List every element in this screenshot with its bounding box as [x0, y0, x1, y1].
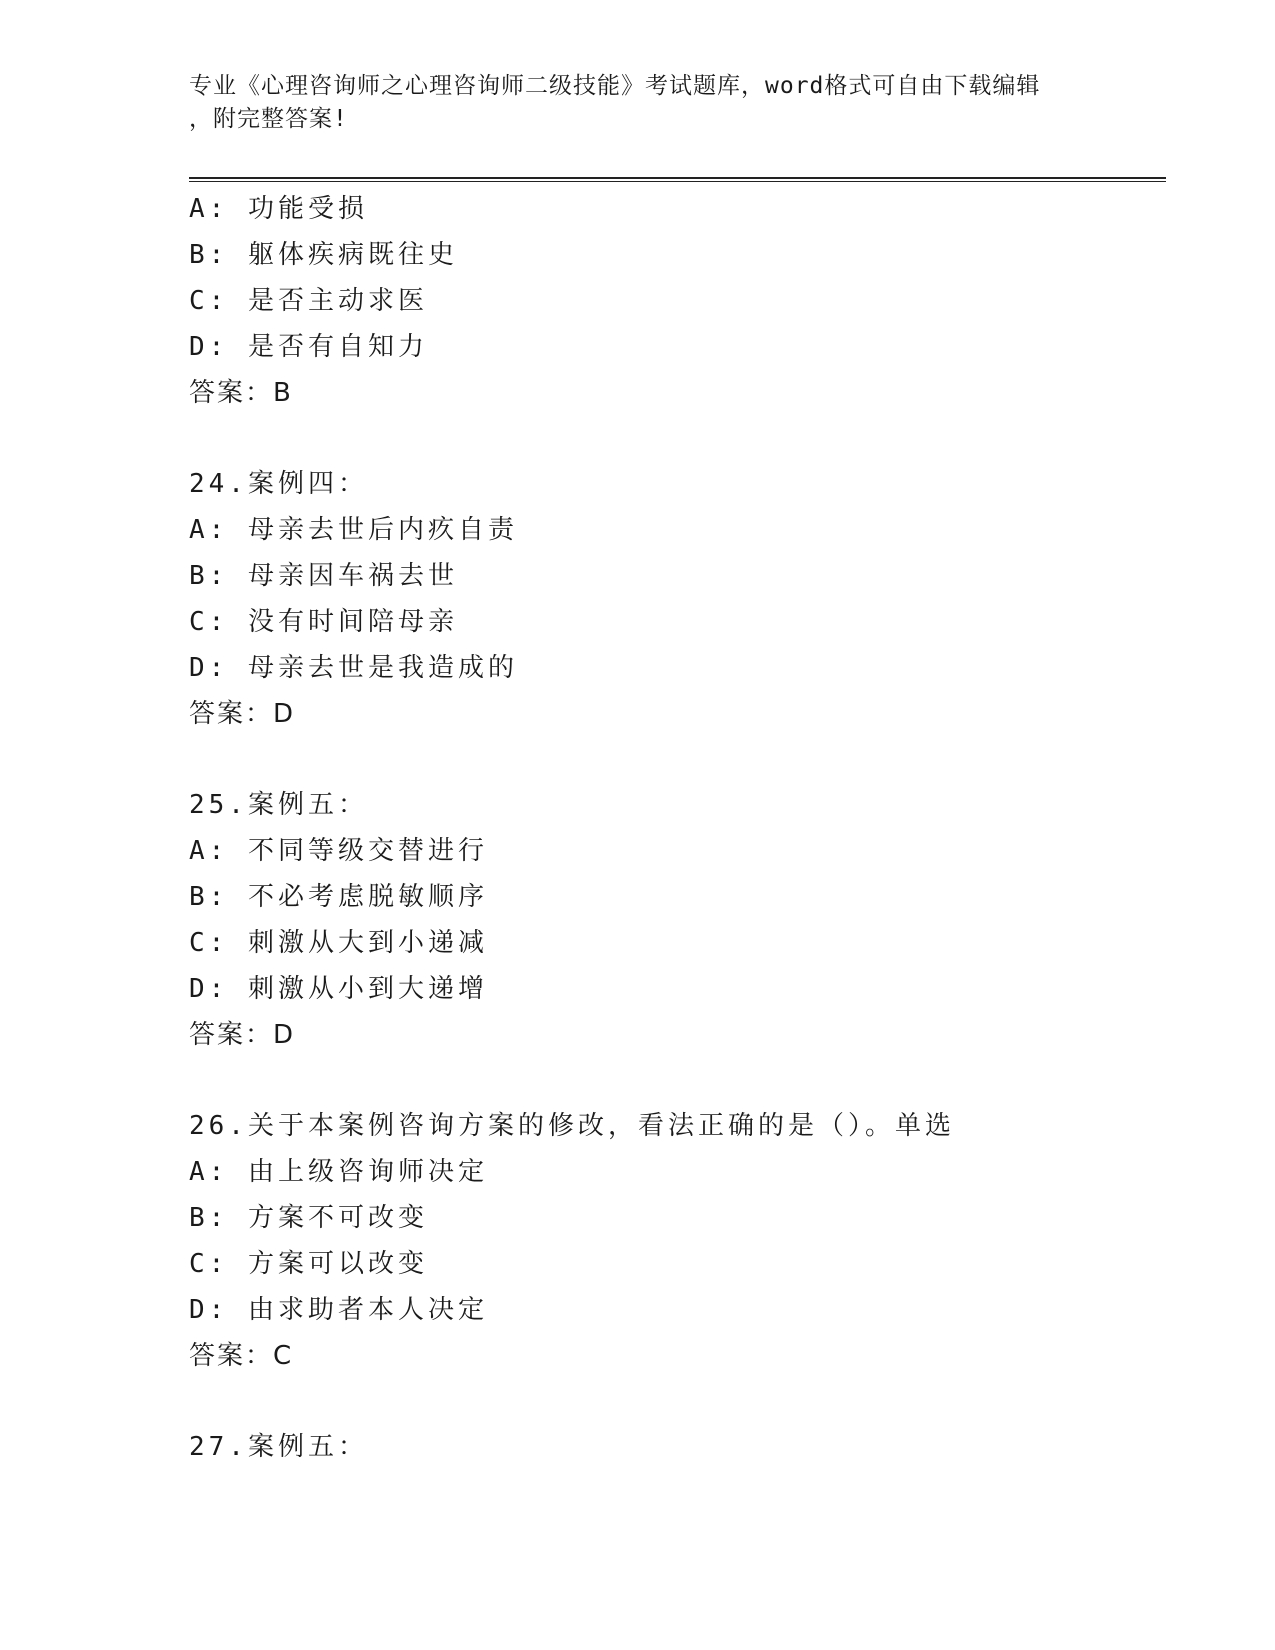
answer-line: 答案：D: [189, 1020, 296, 1050]
answer-line: 答案：D: [189, 699, 296, 729]
answer-line: 答案：C: [189, 1341, 294, 1371]
question-list: [189, 186, 1169, 1515]
option-b: B: 方案不可改变: [189, 1203, 428, 1233]
option-b: B: 躯体疾病既往史: [189, 240, 458, 270]
header-divider: [189, 177, 1166, 182]
option-d: D: 是否有自知力: [189, 332, 428, 362]
option-a: A: 母亲去世后内疚自责: [189, 515, 518, 545]
option-d: D: 刺激从小到大递增: [189, 974, 488, 1004]
option-b: B: 母亲因车祸去世: [189, 561, 458, 591]
question-stem: 27.案例五：: [189, 1432, 368, 1462]
option-c: C: 方案可以改变: [189, 1249, 428, 1279]
question-block-25: [189, 782, 1169, 1058]
option-c: C: 没有时间陪母亲: [189, 607, 458, 637]
question-block-23: [189, 186, 1169, 416]
option-a: A: 不同等级交替进行: [189, 836, 488, 866]
option-c: C: 是否主动求医: [189, 286, 428, 316]
question-stem: 25.案例五：: [189, 790, 368, 820]
question-block-27: [189, 1424, 1169, 1470]
option-b: B: 不必考虑脱敏顺序: [189, 882, 488, 912]
answer-line: 答案：B: [189, 378, 293, 408]
question-block-24: [189, 461, 1169, 737]
question-stem: 24.案例四：: [189, 469, 368, 499]
option-d: D: 由求助者本人决定: [189, 1295, 488, 1325]
question-block-26: [189, 1103, 1169, 1379]
option-d: D: 母亲去世是我造成的: [189, 653, 518, 683]
question-stem: 26.关于本案例咨询方案的修改，看法正确的是（）。单选: [189, 1111, 955, 1141]
document-header: 专业《心理咨询师之心理咨询师二级技能》考试题库，word格式可自由下载编辑 ，附完整答案!: [189, 73, 1041, 132]
option-c: C: 刺激从大到小递减: [189, 928, 488, 958]
option-a: A: 功能受损: [189, 194, 368, 224]
option-a: A: 由上级咨询师决定: [189, 1157, 488, 1187]
